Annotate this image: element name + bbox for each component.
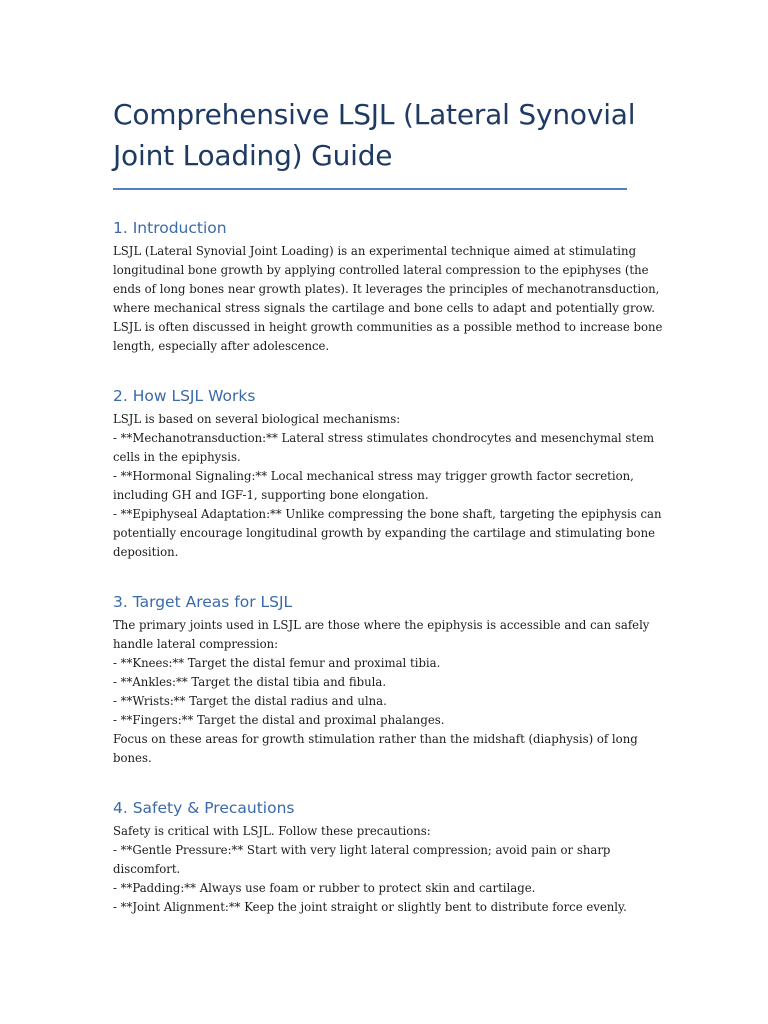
body-line: - **Hormonal Signaling:** Local mechanical stress may trigger growth factor secretion, <box>113 469 634 483</box>
document-title <box>113 94 636 176</box>
section-body <box>113 410 662 562</box>
body-line: Safety is critical with LSJL. Follow these precautions: <box>113 824 431 838</box>
section-body <box>113 822 628 917</box>
body-line: including GH and IGF-1, supporting bone elongation. <box>113 488 429 502</box>
body-line: LSJL is often discussed in height growth communities as a possible method to increase bone <box>113 320 663 334</box>
body-line: Focus on these areas for growth stimulation rather than the midshaft (diaphysis) of long <box>113 732 638 746</box>
section-body <box>113 242 663 356</box>
section-introduction <box>113 218 663 356</box>
body-line: ends of long bones near growth plates). It leverages the principles of mechanotransduction, <box>113 282 660 296</box>
section-heading: 3. Target Areas for LSJL <box>113 593 293 611</box>
section-body <box>113 616 650 768</box>
body-line: discomfort. <box>113 862 181 876</box>
section-target-areas <box>113 592 650 768</box>
body-line: potentially encourage longitudinal growth by expanding the cartilage and stimulating bone <box>113 526 656 540</box>
body-line: The primary joints used in LSJL are those where the epiphysis is accessible and can safely <box>113 618 650 632</box>
body-line: LSJL (Lateral Synovial Joint Loading) is an experimental technique aimed at stimulating <box>113 244 637 258</box>
body-line: - **Epiphyseal Adaptation:** Unlike compressing the bone shaft, targeting the epiphysis can <box>113 507 662 521</box>
body-line: - **Wrists:** Target the distal radius and ulna. <box>113 694 387 708</box>
body-line: - **Mechanotransduction:** Lateral stress stimulates chondrocytes and mesenchymal stem <box>113 431 655 445</box>
section-how-lsjl-works <box>113 386 662 562</box>
body-line: - **Joint Alignment:** Keep the joint straight or slightly bent to distribute force evenly. <box>113 900 627 914</box>
body-line: length, especially after adolescence. <box>113 339 330 353</box>
body-line: LSJL is based on several biological mechanisms: <box>113 412 401 426</box>
title-line: Joint Loading) Guide <box>113 139 393 172</box>
body-line: cells in the epiphysis. <box>113 450 241 464</box>
body-line: handle lateral compression: <box>113 637 279 651</box>
body-line: deposition. <box>113 545 179 559</box>
section-heading: 2. How LSJL Works <box>113 387 256 405</box>
body-line: - **Knees:** Target the distal femur and proximal tibia. <box>113 656 441 670</box>
document-page <box>113 94 663 917</box>
body-line: - **Padding:** Always use foam or rubber to protect skin and cartilage. <box>113 881 536 895</box>
body-line: - **Gentle Pressure:** Start with very light lateral compression; avoid pain or sharp <box>113 843 611 857</box>
body-line: where mechanical stress signals the cartilage and bone cells to adapt and potentially grow. <box>113 301 655 315</box>
section-heading: 1. Introduction <box>113 219 227 237</box>
section-safety-precautions <box>113 798 628 917</box>
body-line: bones. <box>113 751 152 765</box>
body-line: longitudinal bone growth by applying controlled lateral compression to the epiphyses (the <box>113 263 649 277</box>
title-divider <box>113 188 627 190</box>
section-heading: 4. Safety & Precautions <box>113 799 295 817</box>
title-line: Comprehensive LSJL (Lateral Synovial <box>113 98 636 131</box>
body-line: - **Fingers:** Target the distal and proximal phalanges. <box>113 713 445 727</box>
body-line: - **Ankles:** Target the distal tibia and fibula. <box>113 675 387 689</box>
